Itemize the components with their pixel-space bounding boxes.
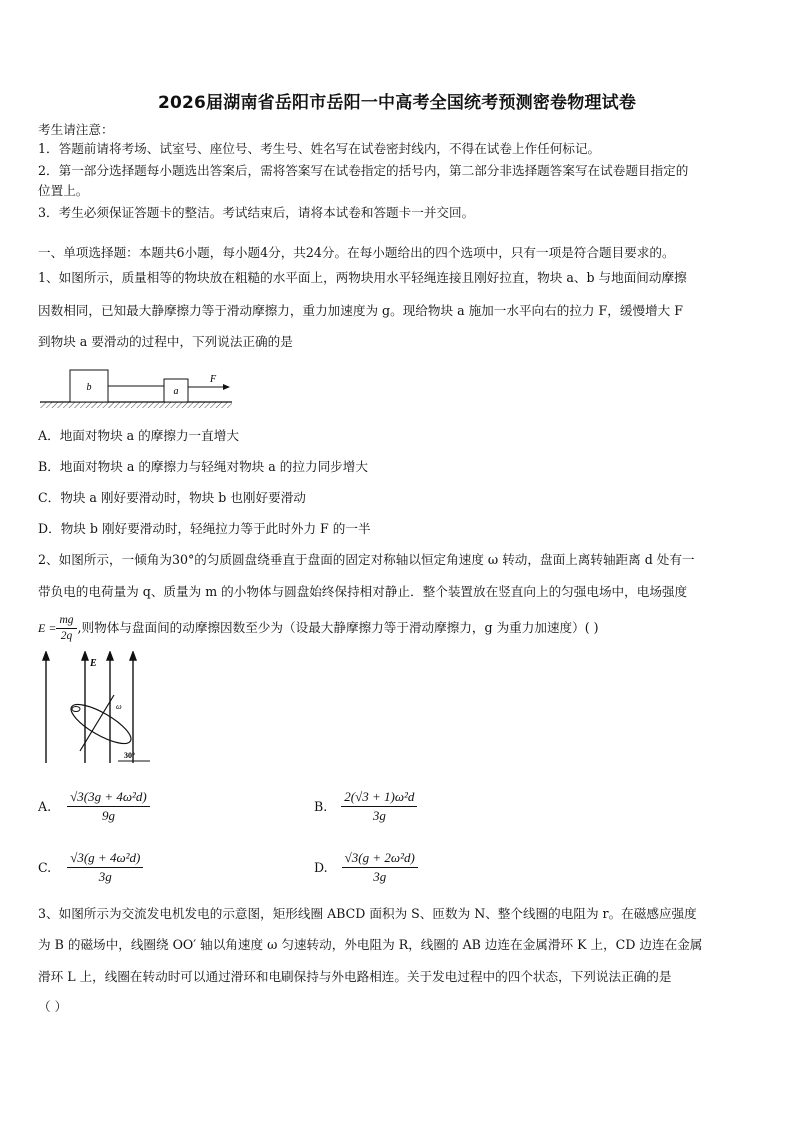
ground-hatching — [40, 402, 232, 408]
field-arrow-4 — [130, 652, 136, 660]
q2-option-d-label: D. — [314, 859, 328, 875]
q2-option-a-denominator: 9g — [101, 807, 115, 823]
angle-label: 30° — [124, 751, 136, 760]
q2-option-d — [314, 845, 418, 889]
small-object — [72, 707, 80, 712]
q2-option-c-label: C. — [38, 859, 52, 875]
block-b-label: b — [86, 382, 92, 393]
q1-option-c: C．物块 a 刚好要滑动时，物块 b 也刚好要滑动 — [38, 490, 306, 505]
q3-stem-line-1: 3、如图所示为交流发电机发电的示意图，矩形线圈 ABCD 面积为 S、匝数为 N、整个线圈的电阻为 r。在磁感应强度 — [38, 906, 697, 921]
field-arrow-3 — [107, 652, 113, 660]
q3-answer-bracket: （ ） — [38, 999, 68, 1014]
q1-option-b: B．地面对物块 a 的摩擦力与轻绳对物块 a 的拉力同步增大 — [38, 459, 368, 474]
omega-label: ω — [116, 702, 122, 711]
q3-stem-line-2: 为 B 的磁场中，线圈绕 OO′ 轴以角速度 ω 匀速转动，外电阻为 R，线圈的 AB 边连在金属滑环 K 上，CD 边连在金属 — [38, 937, 703, 952]
q2-option-a-label: A. — [38, 798, 52, 814]
q2-option-b-fraction — [341, 788, 417, 825]
q2-option-c-denominator: 3g — [98, 868, 112, 884]
q2-option-d-numerator: √3(g + 2ω²d) — [342, 849, 418, 868]
q1-stem-line-2: 因数相同，已知最大静摩擦力等于滑动摩擦力，重力加速度为 g。现给物块 a 施加一水平向右的拉力 F，缓慢增大 F — [38, 303, 683, 318]
q2-option-b — [314, 784, 417, 828]
tilted-disc — [66, 697, 136, 750]
q2-disc-figure — [38, 651, 160, 767]
exam-title: 2026届湖南省岳阳市岳阳一中高考全国统考预测密卷物理试卷 — [157, 93, 637, 113]
efield-numerator: mg — [56, 613, 76, 629]
q2-stem-line-3 — [38, 609, 599, 647]
q2-option-c — [38, 845, 143, 889]
q1-option-a: A．地面对物块 a 的摩擦力一直增大 — [38, 428, 239, 443]
force-arrowhead — [223, 384, 230, 390]
q2-option-b-label: B. — [314, 798, 328, 814]
section-heading: 一、单项选择题：本题共6小题，每小题4分，共24分。在每小题给出的四个选项中，只有一项是符合题目要求的。 — [38, 245, 675, 260]
efield-fraction — [56, 613, 76, 644]
field-arrow-1 — [43, 652, 49, 660]
q2-option-a — [38, 784, 150, 828]
q2-option-a-fraction — [67, 788, 150, 825]
q2-option-c-fraction — [67, 849, 143, 886]
q1-option-d: D．物块 b 刚好要滑动时，轻绳拉力等于此时外力 F 的一半 — [38, 521, 371, 536]
force-label: F — [210, 374, 217, 385]
q2-stem-line-3-text: ,则物体与盘面间的动摩擦因数至少为（设最大静摩擦力等于滑动摩擦力，g 为重力加速度）( ) — [77, 620, 599, 635]
notice-item-2: 2．第一部分选择题每小题选出答案后，需将答案写在试卷指定的括号内，第二部分非选择题答案写在试卷题目指定的 — [38, 163, 689, 178]
efield-lhs: E = — [38, 620, 57, 635]
notice-item-1: 1．答题前请将考场、试室号、座位号、考生号、姓名写在试卷密封线内，不得在试卷上作任何标记。 — [38, 141, 601, 156]
block-a-label: a — [173, 386, 179, 397]
notice-heading: 考生请注意： — [38, 122, 114, 137]
q1-stem-line-3: 到物块 a 要滑动的过程中，下列说法正确的是 — [38, 334, 293, 349]
q2-option-b-numerator: 2(√3 + 1)ω²d — [341, 788, 417, 807]
q2-stem-line-1: 2、如图所示，一倾角为30°的匀质圆盘绕垂直于盘面的固定对称轴以恒定角速度 ω 转动，盘面上离转轴距离 d 处有一 — [38, 552, 695, 567]
q2-option-b-denominator: 3g — [372, 807, 386, 823]
notice-item-3: 3．考生必须保证答题卡的整洁。考试结束后，请将本试卷和答题卡一并交回。 — [38, 205, 475, 220]
q2-option-d-fraction — [342, 849, 418, 886]
q2-option-c-numerator: √3(g + 4ω²d) — [67, 849, 143, 868]
q1-stem-line-1: 1、如图所示，质量相等的物块放在粗糙的水平面上，两物块用水平轻绳连接且刚好拉直，物块 a、b 与地面间动摩擦 — [38, 270, 687, 285]
q1-blocks-figure — [38, 365, 238, 413]
q3-stem-line-3: 滑环 L 上，线圈在转动时可以通过滑环和电刷保持与外电路相连。关于发电过程中的四个状态，下列说法正确的是 — [38, 969, 672, 984]
q2-option-a-numerator: √3(3g + 4ω²d) — [67, 788, 150, 807]
field-label: E — [90, 658, 97, 669]
efield-denominator: 2q — [60, 629, 73, 642]
q2-option-d-denominator: 3g — [373, 868, 387, 884]
field-arrow-2 — [82, 652, 88, 660]
notice-item-2-cont: 位置上。 — [38, 183, 89, 198]
q2-stem-line-2: 带负电的电荷量为 q、质量为 m 的小物体与圆盘始终保持相对静止．整个装置放在竖直向上的匀强电场中，电场强度 — [38, 584, 688, 599]
